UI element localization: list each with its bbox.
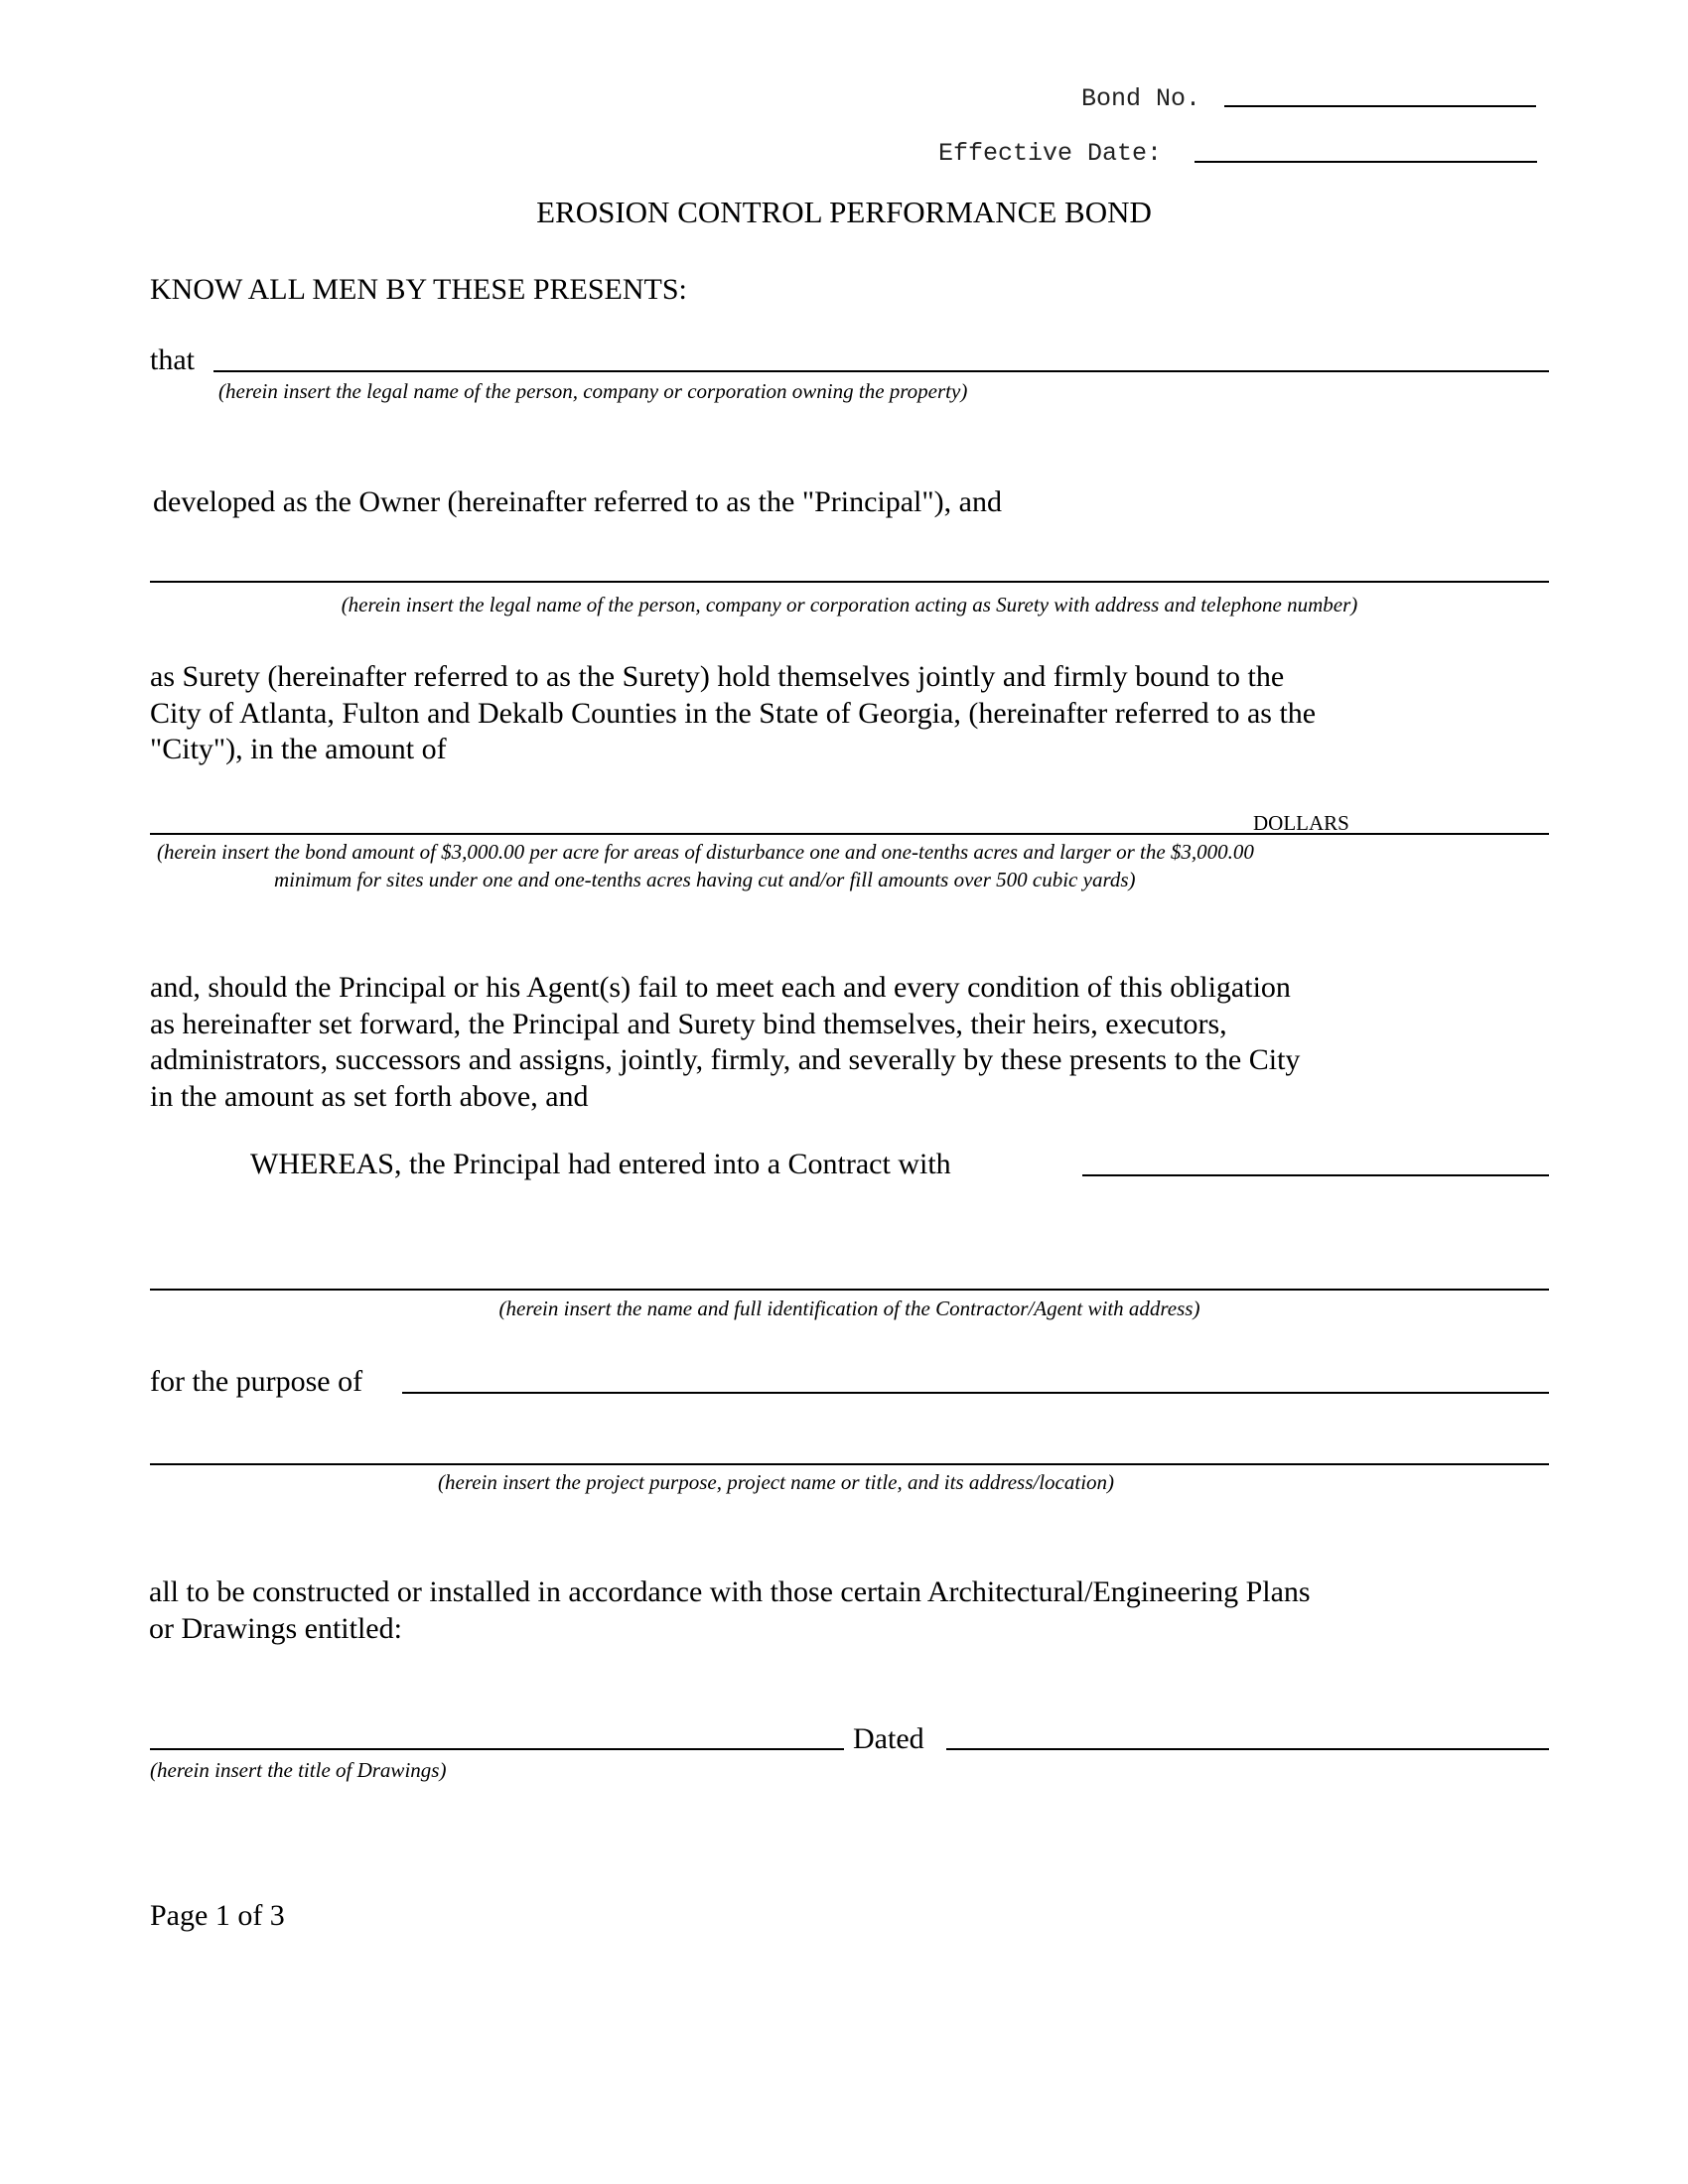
purpose-field-line-2[interactable] <box>150 1463 1549 1465</box>
purpose-instruction: (herein insert the project purpose, project name or title, and its address/location) <box>438 1470 1115 1494</box>
contractor-field-line-2[interactable] <box>150 1289 1549 1291</box>
plans-paragraph-line: all to be constructed or installed in accordance with those certain Architectural/Engineering Plans <box>149 1575 1311 1608</box>
dollars-label: DOLLARS <box>1253 811 1349 835</box>
plans-paragraph <box>149 1574 1311 1647</box>
bond-amount-field[interactable] <box>150 833 1549 835</box>
owner-instruction: (herein insert the legal name of the person, company or corporation owning the property) <box>218 379 968 403</box>
contract-label: WHEREAS, the Principal had entered into a Contract with <box>250 1148 951 1180</box>
obligation-paragraph-line: administrators, successors and assigns, jointly, firmly, and severally by these presents to the City <box>150 1043 1301 1076</box>
surety-paragraph <box>150 659 1316 768</box>
obligation-paragraph-line: in the amount as set forth above, and <box>150 1079 589 1113</box>
purpose-label: for the purpose of <box>150 1365 363 1398</box>
obligation-paragraph-line: and, should the Principal or his Agent(s) fail to meet each and every condition of this obligation <box>150 971 1291 1004</box>
document-title: EROSION CONTROL PERFORMANCE BOND <box>536 195 1152 229</box>
surety-name-field[interactable] <box>150 581 1549 583</box>
amount-instruction-line-1: (herein insert the bond amount of $3,000.00 per acre for areas of disturbance one and one-tenths acres and larger or the $3,000.00 <box>157 840 1254 864</box>
page-number: Page 1 of 3 <box>150 1899 285 1932</box>
obligation-paragraph <box>150 970 1300 1115</box>
surety-paragraph-line: City of Atlanta, Fulton and Dekalb Counties in the State of Georgia, (hereinafter referred to as the <box>150 696 1317 730</box>
owner-name-field[interactable] <box>213 370 1549 372</box>
amount-instruction-line-2: minimum for sites under one and one-tenths acres having cut and/or fill amounts over 500 cubic yards) <box>274 868 1136 891</box>
obligation-paragraph-line: as hereinafter set forward, the Principal and Surety bind themselves, their heirs, executors, <box>150 1007 1227 1040</box>
drawings-instruction: (herein insert the title of Drawings) <box>150 1758 447 1782</box>
dated-field[interactable] <box>946 1748 1549 1750</box>
contract-instruction: (herein insert the name and full identification of the Contractor/Agent with address) <box>498 1297 1200 1320</box>
surety-instruction: (herein insert the legal name of the person, company or corporation acting as Surety with address and telephone number) <box>341 593 1358 616</box>
surety-paragraph-line: as Surety (hereinafter referred to as the Surety) hold themselves jointly and firmly bound to the <box>150 660 1285 693</box>
dated-label: Dated <box>853 1722 924 1755</box>
intro-heading: KNOW ALL MEN BY THESE PRESENTS: <box>150 273 687 306</box>
effective-date-field[interactable] <box>1195 161 1537 163</box>
contractor-field[interactable] <box>1082 1174 1549 1176</box>
plans-paragraph-line: or Drawings entitled: <box>149 1611 402 1645</box>
principal-sentence: developed as the Owner (hereinafter referred to as the "Principal"), and <box>153 485 1002 518</box>
purpose-field[interactable] <box>402 1392 1549 1394</box>
surety-paragraph-line: "City"), in the amount of <box>150 733 447 765</box>
effective-date-label: Effective Date: <box>938 139 1163 168</box>
owner-label: that <box>150 343 195 376</box>
bond-no-field[interactable] <box>1224 105 1536 107</box>
bond-no-label: Bond No. <box>1081 84 1201 113</box>
drawings-title-field[interactable] <box>150 1748 844 1750</box>
